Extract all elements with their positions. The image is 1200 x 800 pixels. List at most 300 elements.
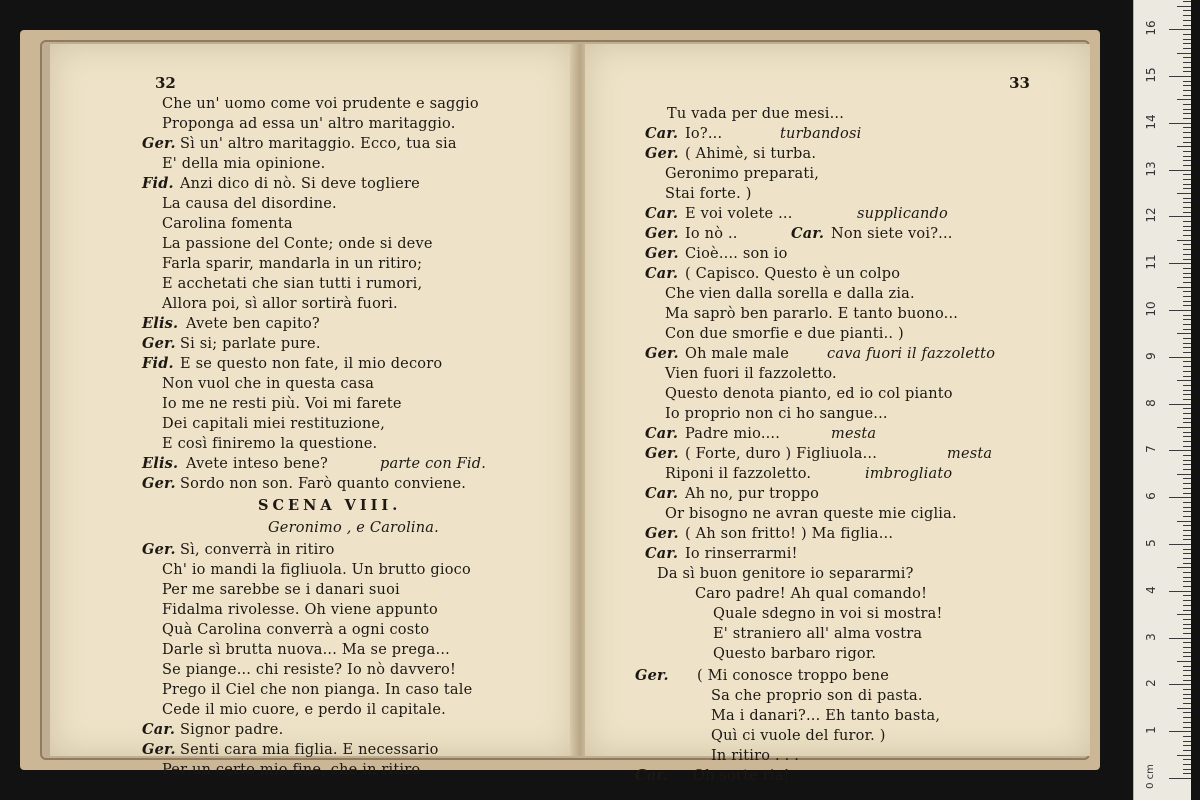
text-line [50, 334, 575, 354]
ruler-tick [1183, 572, 1191, 573]
ruler-tick [1183, 689, 1191, 690]
text-line [585, 124, 1090, 144]
ruler-tick [1177, 427, 1191, 428]
text-line [585, 204, 1090, 224]
text-line [585, 584, 1090, 604]
verse-text: Quà Carolina converrà a ogni costo [162, 622, 430, 638]
speaker-label: Car. [645, 545, 679, 562]
text-line [585, 726, 1090, 746]
ruler-tick [1183, 670, 1191, 671]
ruler-tick [1183, 605, 1191, 606]
ruler-tick [1183, 296, 1191, 297]
verse-text: Proponga ad essa un' altro maritaggio. [162, 116, 456, 132]
text-line [585, 686, 1090, 706]
ruler-tick [1183, 259, 1191, 260]
ruler-tick [1183, 441, 1191, 442]
verse-text: Or bisogno ne avran queste mie ciglia. [665, 506, 957, 522]
ruler-tick [1169, 216, 1191, 217]
speaker-label: Ger. [635, 667, 669, 684]
text-line [585, 504, 1090, 524]
speaker-label: Fid. [142, 355, 174, 372]
ruler-unit-label: 0 cm [1144, 764, 1156, 789]
ruler-cm-label: 10 [1144, 301, 1158, 317]
ruler-tick [1169, 310, 1191, 311]
text-line [50, 680, 575, 700]
ruler-tick [1183, 90, 1191, 91]
ruler-cm-label: 6 [1144, 492, 1158, 501]
ruler-tick [1183, 595, 1191, 596]
ruler-tick [1183, 291, 1191, 292]
speaker-label: Elis. [142, 315, 179, 332]
text-line [50, 354, 575, 374]
ruler-tick [1183, 376, 1191, 377]
ruler-tick [1183, 230, 1191, 231]
speaker-label: Car. [142, 721, 176, 738]
verse-text: Io me ne resti più. Voi mi farete [162, 396, 402, 412]
verse-text: Questo barbaro rigor. [713, 646, 877, 662]
ruler-tick [1177, 193, 1191, 194]
ruler-tick [1183, 254, 1191, 255]
stage-direction: imbrogliato [865, 466, 953, 482]
ruler-tick [1183, 530, 1191, 531]
ruler-tick [1183, 773, 1191, 774]
ruler-tick [1183, 113, 1191, 114]
text-line [585, 364, 1090, 384]
ruler-tick [1177, 614, 1191, 615]
stage-direction: supplicando [857, 206, 948, 222]
ruler-tick [1183, 109, 1191, 110]
ruler-tick [1177, 708, 1191, 709]
ruler-tick [1169, 591, 1191, 592]
verse-text: Se piange... chi resiste? Io nò davvero! [162, 662, 456, 678]
verse-text: Darle sì brutta nuova... Ma se prega... [162, 642, 450, 658]
ruler-tick [1177, 53, 1191, 54]
ruler-cm-label: 1 [1144, 726, 1158, 735]
ruler-tick [1183, 558, 1191, 559]
verse-text: Ah no, pur troppo [685, 486, 820, 502]
text-line [50, 620, 575, 640]
verse-text: Sì un' altro maritaggio. Ecco, tua sia [180, 136, 457, 152]
text-line [50, 560, 575, 580]
verse-text: Che un' uomo come voi prudente e saggio [162, 96, 479, 112]
verse-text: Caro padre! Ah qual comando! [695, 586, 928, 602]
ruler-tick [1183, 549, 1191, 550]
text-line [50, 518, 575, 538]
ruler-tick [1183, 455, 1191, 456]
ruler-tick [1183, 652, 1191, 653]
speaker-label: Ger. [645, 245, 679, 262]
verse-text: Oh sorte ria! [693, 768, 790, 784]
ruler-tick [1183, 418, 1191, 419]
ruler-tick [1183, 179, 1191, 180]
text-line [50, 94, 575, 114]
ruler-tick [1183, 610, 1191, 611]
text-line [50, 254, 575, 274]
ruler-tick [1183, 408, 1191, 409]
ruler-tick [1177, 661, 1191, 662]
ruler-tick [1183, 703, 1191, 704]
ruler-tick [1183, 694, 1191, 695]
ruler-tick [1183, 675, 1191, 676]
ruler-tick [1183, 282, 1191, 283]
text-line [50, 740, 575, 760]
ruler-tick [1183, 85, 1191, 86]
ruler-tick [1183, 680, 1191, 681]
ruler-tick [1183, 460, 1191, 461]
text-line [585, 264, 1090, 284]
verse-text: Stai forte. ) [665, 186, 752, 202]
ruler-tick [1183, 619, 1191, 620]
ruler-tick [1183, 104, 1191, 105]
text-line [50, 274, 575, 294]
ruler-tick [1183, 34, 1191, 35]
stage-direction: turbandosi [780, 126, 862, 142]
stage-direction: Geronimo , e Carolina. [268, 520, 439, 536]
ruler-cm-label: 8 [1144, 398, 1158, 407]
ruler-tick [1183, 745, 1191, 746]
ruler-tick [1183, 727, 1191, 728]
ruler-tick [1183, 478, 1191, 479]
text-line [585, 444, 1090, 464]
ruler-tick [1183, 277, 1191, 278]
text-line [50, 580, 575, 600]
ruler-tick [1177, 567, 1191, 568]
left-page [50, 44, 575, 778]
verse-text: Non vuol che in questa casa [162, 376, 375, 392]
text-line [585, 104, 1090, 124]
text-line [585, 564, 1090, 584]
ruler-cm-label: 2 [1144, 679, 1158, 688]
ruler-tick [1183, 221, 1191, 222]
text-line [50, 134, 575, 154]
verse-text: Per un certo mio fine, che in ritiro [162, 762, 421, 778]
ruler-tick [1169, 76, 1191, 77]
verse-text: ( Forte, duro ) Figliuola... [685, 446, 878, 462]
ruler-tick [1183, 156, 1191, 157]
text-line [585, 766, 1090, 786]
verse-text: Cioè.... son io [685, 246, 788, 262]
ruler-tick [1183, 235, 1191, 236]
verse-text: E così finiremo la questione. [162, 436, 378, 452]
ruler-tick [1169, 684, 1191, 685]
speaker-label: Car. [645, 425, 679, 442]
ruler-tick [1183, 20, 1191, 21]
ruler-tick [1177, 521, 1191, 522]
text-line [50, 214, 575, 234]
ruler-tick [1183, 207, 1191, 208]
ruler-tick [1183, 62, 1191, 63]
verse-text: E' straniero all' alma vostra [713, 626, 923, 642]
verse-text: E' della mia opinione. [162, 156, 326, 172]
ruler-tick [1183, 642, 1191, 643]
ruler-tick [1183, 198, 1191, 199]
verse-text: Sì, converrà in ritiro [180, 542, 335, 558]
ruler-tick [1183, 656, 1191, 657]
ruler-tick [1169, 123, 1191, 124]
ruler-tick [1183, 371, 1191, 372]
ruler-tick [1183, 717, 1191, 718]
verse-text: Io nò .. [685, 226, 738, 242]
verse-text: Io?... [685, 126, 723, 142]
speaker-label: Elis. [142, 455, 179, 472]
ruler-tick [1177, 240, 1191, 241]
verse-text: Padre mio.... [685, 426, 781, 442]
verse-text: Io proprio non ci ho sangue... [665, 406, 888, 422]
text-line [50, 660, 575, 680]
speaker-label: Car. [791, 225, 825, 242]
verse-text: ( Ahimè, si turba. [685, 146, 817, 162]
ruler-tick [1183, 385, 1191, 386]
speaker-label: Ger. [142, 135, 176, 152]
text-line [50, 434, 575, 454]
text-line [585, 144, 1090, 164]
text-line [585, 164, 1090, 184]
verse-text: Signor padre. [180, 722, 284, 738]
ruler-tick [1183, 361, 1191, 362]
ruler-cm-label: 9 [1144, 351, 1158, 360]
ruler-tick [1183, 319, 1191, 320]
scene-title: SCENA VIII. [258, 497, 402, 514]
text-line [50, 414, 575, 434]
ruler-tick [1183, 67, 1191, 68]
verse-text: Fidalma rivolesse. Oh viene appunto [162, 602, 438, 618]
ruler-tick [1183, 750, 1191, 751]
verse-text: ( Capisco. Questo è un colpo [685, 266, 901, 282]
verse-text: Non siete voi?... [831, 226, 953, 242]
verse-text: E se questo non fate, il mio decoro [180, 356, 443, 372]
text-line [50, 454, 575, 474]
text-line [585, 604, 1090, 624]
ruler-tick [1183, 666, 1191, 667]
ruler-tick [1183, 586, 1191, 587]
ruler-tick [1183, 273, 1191, 274]
ruler-tick [1183, 188, 1191, 189]
verse-text: Ch' io mandi la figliuola. Un brutto gioco [162, 562, 471, 578]
ruler-tick [1169, 450, 1191, 451]
verse-text: Riponi il fazzoletto. [665, 466, 812, 482]
ruler-tick [1183, 413, 1191, 414]
text-line [50, 114, 575, 134]
text-line [585, 424, 1090, 444]
ruler-cm-label: 16 [1144, 20, 1158, 36]
speaker-label: Ger. [142, 475, 176, 492]
ruler-tick [1183, 600, 1191, 601]
ruler-tick [1183, 81, 1191, 82]
verse-text: Geronimo preparati, [665, 166, 820, 182]
ruler-tick [1183, 184, 1191, 185]
left-page-number: 32 [155, 74, 176, 92]
ruler-tick [1183, 268, 1191, 269]
text-line [50, 194, 575, 214]
ruler-tick [1183, 160, 1191, 161]
verse-text: Allora poi, sì allor sortirà fuori. [162, 296, 398, 312]
ruler-tick [1183, 722, 1191, 723]
ruler-tick [1177, 333, 1191, 334]
ruler-tick [1183, 202, 1191, 203]
ruler-tick [1183, 394, 1191, 395]
ruler-tick [1183, 628, 1191, 629]
ruler-tick [1183, 633, 1191, 634]
verse-text: Prego il Ciel che non pianga. In caso tale [162, 682, 473, 698]
ruler-tick [1183, 736, 1191, 737]
ruler-tick [1183, 249, 1191, 250]
ruler-tick [1177, 99, 1191, 100]
verse-text: E voi volete ... [685, 206, 793, 222]
text-line [50, 700, 575, 720]
text-line [585, 304, 1090, 324]
ruler-tick [1183, 553, 1191, 554]
ruler-tick [1183, 390, 1191, 391]
ruler-tick [1183, 488, 1191, 489]
verse-text: Da sì buon genitore io separarmi? [657, 566, 914, 582]
ruler-cm-label: 11 [1144, 254, 1158, 270]
text-line [585, 324, 1090, 344]
text-line [50, 474, 575, 494]
ruler-cm-label: 3 [1144, 632, 1158, 641]
ruler-tick [1183, 15, 1191, 16]
text-line [585, 284, 1090, 304]
ruler-tick [1183, 366, 1191, 367]
ruler-tick [1183, 469, 1191, 470]
ruler-tick [1183, 57, 1191, 58]
speaker-label: Car. [645, 205, 679, 222]
ruler-tick [1183, 535, 1191, 536]
ruler-tick [1183, 48, 1191, 49]
text-line [50, 234, 575, 254]
ruler-tick [1183, 577, 1191, 578]
text-line [50, 600, 575, 620]
ruler-tick [1183, 174, 1191, 175]
speaker-label: Car. [635, 767, 669, 784]
verse-text: In ritiro . . . [711, 748, 800, 764]
text-line [585, 484, 1090, 504]
ruler-tick [1183, 118, 1191, 119]
verse-text: La passione del Conte; onde si deve [162, 236, 433, 252]
ruler-tick [1183, 338, 1191, 339]
verse-text: Ma i danari?... Eh tanto basta, [711, 708, 941, 724]
verse-text: ( Ah son fritto! ) Ma figlia... [685, 526, 894, 542]
ruler-tick [1183, 399, 1191, 400]
ruler-tick [1183, 502, 1191, 503]
ruler-tick [1183, 71, 1191, 72]
stage-direction: cava fuori il fazzoletto [827, 346, 996, 362]
text-line [50, 640, 575, 660]
ruler-cm-label: 15 [1144, 67, 1158, 83]
ruler-tick [1183, 436, 1191, 437]
text-line [585, 666, 1090, 686]
ruler-tick [1183, 212, 1191, 213]
ruler-tick [1183, 483, 1191, 484]
ruler-tick [1169, 544, 1191, 545]
ruler-tick [1183, 759, 1191, 760]
verse-text: Avete ben capito? [186, 316, 320, 332]
speaker-label: Ger. [645, 525, 679, 542]
ruler-tick [1177, 755, 1191, 756]
ruler-tick [1183, 305, 1191, 306]
ruler-tick [1183, 432, 1191, 433]
text-line [585, 384, 1090, 404]
stage-direction: parte con Fid. [380, 456, 487, 472]
ruler-cm-label: 5 [1144, 539, 1158, 547]
ruler-tick [1183, 25, 1191, 26]
ruler-tick [1183, 741, 1191, 742]
text-line [50, 314, 575, 334]
ruler-tick [1183, 624, 1191, 625]
speaker-label: Fid. [142, 175, 174, 192]
ruler-tick [1169, 357, 1191, 358]
text-line [50, 154, 575, 174]
verse-text: Questo denota pianto, ed io col pianto [665, 386, 953, 402]
verse-text: Avete inteso bene? [186, 456, 328, 472]
ruler-tick [1183, 244, 1191, 245]
text-line [585, 184, 1090, 204]
ruler-tick [1183, 324, 1191, 325]
text-line [585, 544, 1090, 564]
ruler-tick [1183, 507, 1191, 508]
text-line [585, 404, 1090, 424]
open-book [40, 40, 1090, 784]
ruler-tick [1169, 731, 1191, 732]
ruler-tick [1183, 301, 1191, 302]
verse-text: Oh male male [685, 346, 790, 362]
verse-text: Sordo non son. Farò quanto conviene. [180, 476, 467, 492]
ruler-cm-label: 12 [1144, 207, 1158, 224]
ruler-tick [1183, 1, 1191, 2]
verse-text: Che vien dalla sorella e dalla zia. [665, 286, 915, 302]
ruler-tick [1183, 647, 1191, 648]
speaker-label: Ger. [142, 541, 176, 558]
verse-text: Quale sdegno in voi si mostra! [713, 606, 943, 622]
verse-text: Io rinserrarmi! [685, 546, 798, 562]
ruler-tick [1169, 170, 1191, 171]
ruler-tick [1183, 165, 1191, 166]
verse-text: Vien fuori il fazzoletto. [665, 366, 837, 382]
ruler-tick [1183, 698, 1191, 699]
verse-text: Con due smorfie e due pianti.. ) [665, 326, 904, 342]
ruler-tick [1183, 142, 1191, 143]
ruler-tick [1183, 347, 1191, 348]
ruler-tick [1177, 380, 1191, 381]
text-line [585, 224, 1090, 244]
ruler-tick [1183, 764, 1191, 765]
ruler-tick [1183, 151, 1191, 152]
speaker-label: Ger. [645, 345, 679, 362]
ruler-tick [1183, 43, 1191, 44]
speaker-label: Ger. [645, 225, 679, 242]
text-line [585, 644, 1090, 664]
ruler-tick [1183, 39, 1191, 40]
ruler-tick [1177, 146, 1191, 147]
text-line [585, 464, 1090, 484]
ruler-cm-label: 4 [1144, 585, 1158, 594]
ruler-tick [1183, 511, 1191, 512]
ruler-tick [1183, 226, 1191, 227]
ruler-tick [1183, 127, 1191, 128]
text-line [50, 496, 575, 516]
right-page [585, 44, 1090, 784]
ruler-tick [1183, 315, 1191, 316]
stage-direction: mesta [947, 446, 993, 462]
verse-text: Quì ci vuole del furor. ) [711, 728, 886, 744]
verse-text: Cede il mio cuore, e perdo il capitale. [162, 702, 446, 718]
ruler-tick [1183, 464, 1191, 465]
ruler-tick [1183, 132, 1191, 133]
speaker-label: Ger. [645, 145, 679, 162]
text-line [50, 760, 575, 780]
ruler-tick [1177, 287, 1191, 288]
ruler-tick [1183, 525, 1191, 526]
ruler-tick [1183, 137, 1191, 138]
